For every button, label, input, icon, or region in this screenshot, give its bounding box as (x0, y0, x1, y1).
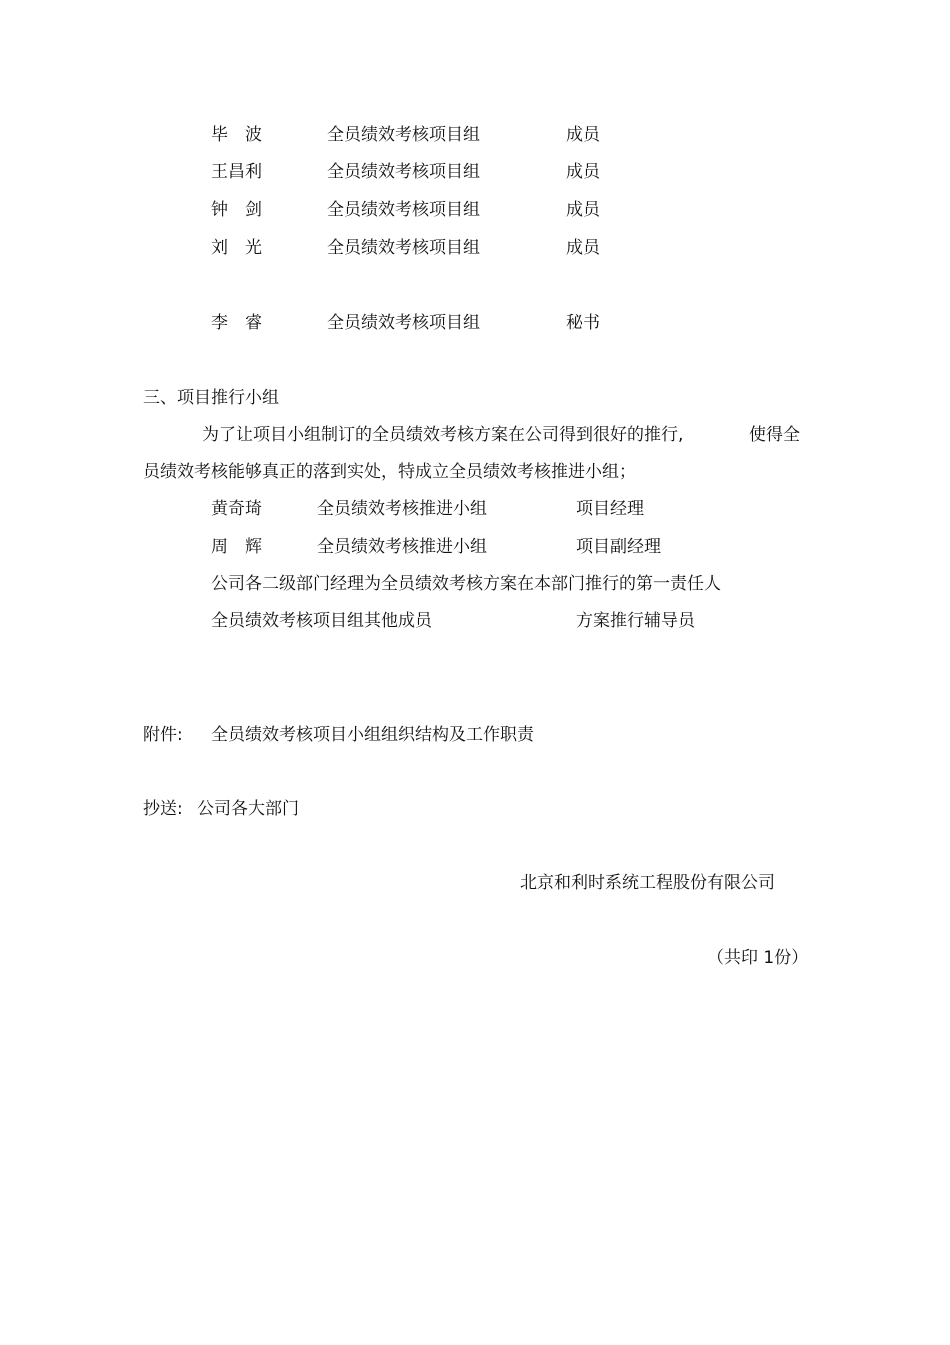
member-name: 钟 剑 (211, 200, 262, 220)
paragraph-line: 使得全 (749, 425, 800, 445)
promo-member-name: 周 辉 (211, 537, 262, 557)
member-role: 成员 (566, 162, 600, 182)
promo-member-name: 黄奇琦 (211, 499, 262, 519)
member-group: 全员绩效考核项目组 (327, 238, 480, 258)
member-name: 毕 波 (211, 125, 262, 145)
promo-member-role: 项目经理 (576, 499, 644, 519)
company-name: 北京和利时系统工程股份有限公司 (520, 873, 775, 893)
attachment-text: 全员绩效考核项目小组组织结构及工作职责 (211, 725, 534, 745)
other-members-group: 全员绩效考核项目组其他成员 (211, 611, 432, 631)
member-group: 全员绩效考核项目组 (327, 200, 480, 220)
member-role: 秘书 (566, 313, 600, 333)
paragraph-line: 员绩效考核能够真正的落到实处，特成立全员绩效考核推进小组； (143, 462, 636, 482)
cc-label: 抄送: (143, 799, 183, 819)
member-group: 全员绩效考核项目组 (327, 313, 480, 333)
promo-member-group: 全员绩效考核推进小组 (317, 537, 487, 557)
attachment-label: 附件: (143, 725, 183, 745)
member-name: 李 睿 (211, 313, 262, 333)
copies-note: （共印 1份） (707, 948, 809, 968)
member-name: 王昌利 (211, 162, 262, 182)
section-heading: 三、项目推行小组 (143, 388, 279, 408)
member-role: 成员 (566, 238, 600, 258)
member-name: 刘 光 (211, 238, 262, 258)
paragraph-line: 为了让项目小组制订的全员绩效考核方案在公司得到很好的推行, (202, 425, 684, 445)
promo-member-role: 项目副经理 (576, 537, 661, 557)
member-role: 成员 (566, 200, 600, 220)
department-managers-line: 公司各二级部门经理为全员绩效考核方案在本部门推行的第一责任人 (211, 574, 721, 594)
other-members-role: 方案推行辅导员 (576, 611, 695, 631)
member-group: 全员绩效考核项目组 (327, 162, 480, 182)
member-group: 全员绩效考核项目组 (327, 125, 480, 145)
member-role: 成员 (566, 125, 600, 145)
promo-member-group: 全员绩效考核推进小组 (317, 499, 487, 519)
cc-text: 公司各大部门 (197, 799, 299, 819)
